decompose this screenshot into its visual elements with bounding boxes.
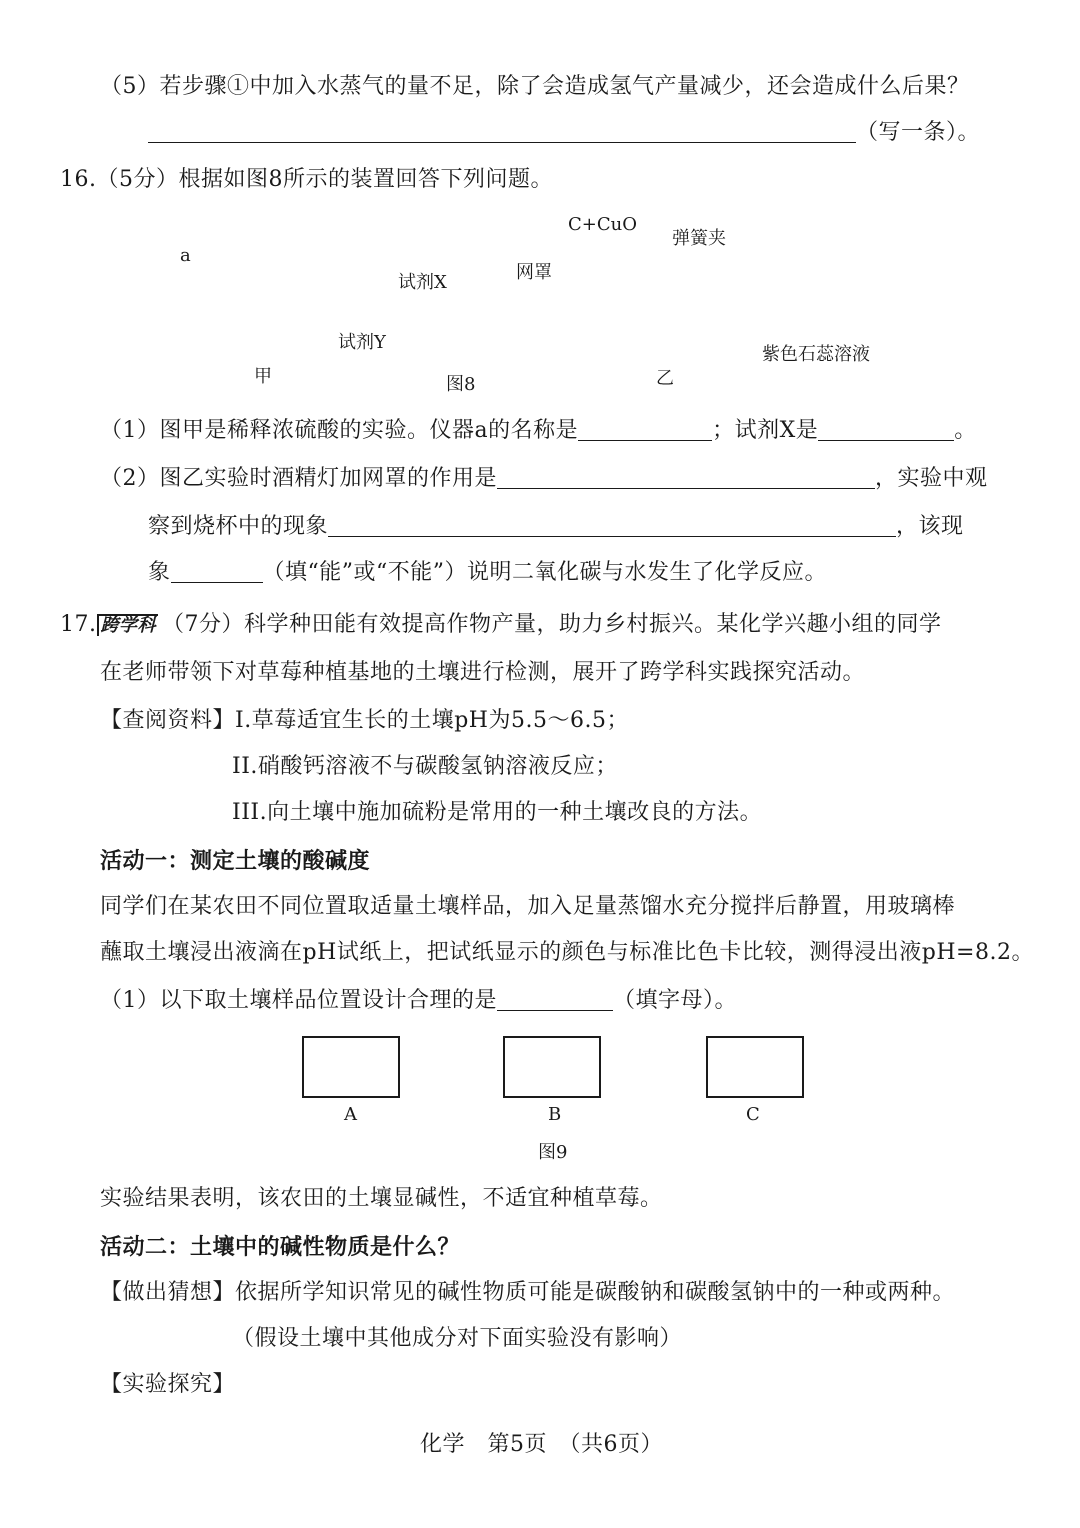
- q17-reference: 【查阅资料】I.草莓适宜生长的土壤pH为5.5～6.5；: [100, 708, 629, 733]
- q16-part2-line3: 象 （填“能”或“不能”）说明二氧化碳与水发生了化学反应。: [148, 560, 828, 585]
- label-jia: 甲: [254, 366, 272, 387]
- sampling-option-b: [503, 1036, 601, 1098]
- label-option-a: A: [344, 1104, 357, 1125]
- label-mesh-cover: 网罩: [516, 262, 552, 283]
- q15-5-question: （5）若步骤①中加入水蒸气的量不足，除了会造成氢气产量减少，还会造成什么后果？: [100, 74, 970, 99]
- q16-heading: 16.（5分）根据如图8所示的装置回答下列问题。: [60, 167, 553, 192]
- q16-part2-line2: 察到烧杯中的现象 ，该现: [148, 514, 964, 539]
- figure-8-caption: 图8: [446, 374, 476, 395]
- label-option-b: B: [548, 1104, 562, 1125]
- activity-1-title: 活动一：测定土壤的酸碱度: [100, 848, 371, 874]
- label-option-c: C: [746, 1104, 760, 1125]
- q17-heading-cont: 在老师带领下对草莓种植基地的土壤进行检测，展开了跨学科实践探究活动。: [100, 660, 866, 685]
- hypothesis: 【做出猜想】依据所学知识常见的碱性物质可能是碳酸钠和碳酸氢钠中的一种或两种。: [100, 1280, 956, 1305]
- q17-reference-2: II.硝酸钙溶液不与碳酸氢钠溶液反应；: [232, 754, 618, 779]
- label-c-cuo: C+CuO: [568, 214, 637, 235]
- q16-part1: （1）图甲是稀释浓硫酸的实验。仪器a的名称是 ；试剂X是 。: [100, 418, 977, 443]
- answer-blank-phenomenon[interactable]: [328, 514, 896, 537]
- interdisciplinary-tag: 跨学科: [97, 614, 159, 636]
- figure-9-caption: 图9: [538, 1142, 568, 1163]
- sampling-option-c: [706, 1036, 804, 1098]
- activity-1-result: 实验结果表明，该农田的土壤显碱性，不适宜种植草莓。: [100, 1186, 663, 1211]
- experiment-heading: 【实验探究】: [100, 1372, 236, 1397]
- answer-blank-mesh-purpose[interactable]: [497, 466, 875, 489]
- label-spring-clip: 弹簧夹: [672, 228, 726, 249]
- q16-part2-line1: （2）图乙实验时酒精灯加网罩的作用是 ，实验中观: [100, 466, 988, 491]
- label-a: a: [180, 245, 191, 266]
- label-yi: 乙: [656, 368, 674, 389]
- answer-blank-reagent-x[interactable]: [818, 418, 954, 441]
- activity-1-text-2: 蘸取土壤浸出液滴在pH试纸上，把试纸显示的颜色与标准比色卡比较，测得浸出液pH=8.2。: [100, 940, 1034, 965]
- label-litmus-solution: 紫色石蕊溶液: [762, 344, 870, 365]
- answer-blank-can-or-cannot[interactable]: [171, 560, 263, 583]
- activity-2-title: 活动二：土壤中的碱性物质是什么？: [100, 1234, 461, 1260]
- answer-blank-instrument[interactable]: [578, 418, 712, 441]
- q17-heading: 17. 跨学科 （7分）科学种田能有效提高作物产量，助力乡村振兴。某化学兴趣小组的同学: [60, 612, 942, 637]
- q17-reference-3: III.向土壤中施加硫粉是常用的一种土壤改良的方法。: [232, 800, 763, 825]
- q15-5-answer-line: （写一条）。: [148, 118, 980, 148]
- activity-1-text-1: 同学们在某农田不同位置取适量土壤样品，加入足量蒸馏水充分搅拌后静置，用玻璃棒: [100, 894, 956, 919]
- label-reagent-x: 试剂X: [398, 272, 447, 293]
- answer-blank[interactable]: [148, 120, 856, 143]
- hypothesis-note: （假设土壤中其他成分对下面实验没有影响）: [232, 1326, 683, 1351]
- page-footer: 化学 第5页 （共6页）: [420, 1432, 663, 1457]
- q17-part1: （1）以下取土壤样品位置设计合理的是 （填字母）。: [100, 988, 738, 1013]
- label-reagent-y: 试剂Y: [338, 332, 386, 353]
- answer-blank-sampling[interactable]: [497, 988, 613, 1011]
